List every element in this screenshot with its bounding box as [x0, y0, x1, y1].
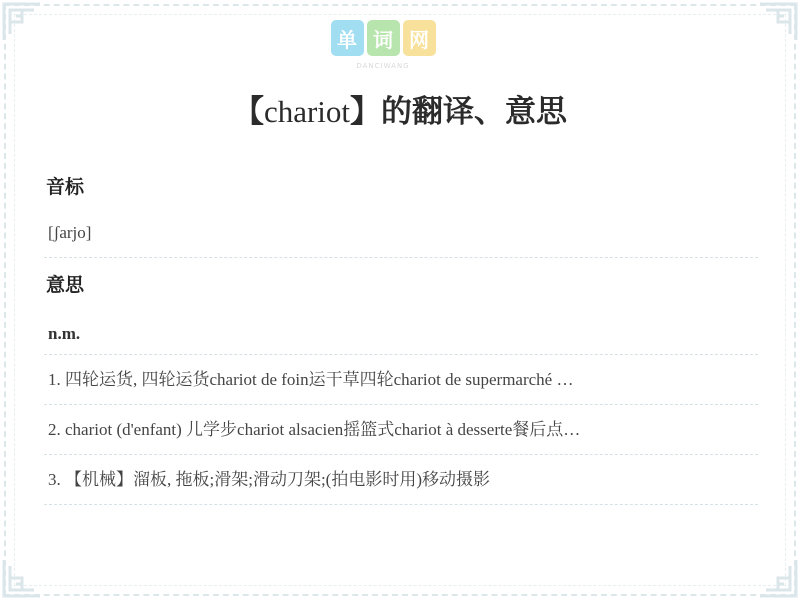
meaning-item: 3. 【机械】溜板, 拖板;滑架;滑动刀架;(拍电影时用)移动摄影 — [44, 455, 758, 505]
title-open-bracket: 【 — [232, 94, 264, 129]
corner-ornament-icon — [0, 0, 44, 44]
entry-content — [44, 168, 758, 505]
phonetic-value: [ʃarjo] — [44, 208, 758, 258]
phonetic-heading: 音标 — [46, 177, 85, 198]
title-suffix: 的翻译、意思 — [381, 94, 568, 129]
meaning-item: 2. chariot (d'enfant) 儿学步chariot alsacien摇篮式chariot à desserte餐后点… — [44, 405, 758, 455]
part-of-speech: n.m. — [44, 306, 758, 355]
logo-tile: 网 — [403, 20, 436, 56]
title-close-bracket: 】 — [350, 94, 382, 129]
corner-ornament-icon — [0, 556, 44, 600]
corner-ornament-icon — [756, 556, 800, 600]
logo-subtitle: DANCIWANG — [356, 62, 410, 70]
site-logo[interactable] — [328, 20, 438, 78]
meaning-item: 1. 四轮运货, 四轮运货chariot de foin运干草四轮chariot de supermarché … — [44, 355, 758, 405]
meaning-heading: 意思 — [46, 275, 85, 296]
title-word: chariot — [263, 94, 351, 129]
logo-tile: 词 — [367, 20, 400, 56]
logo-tile: 单 — [331, 20, 364, 56]
page-title — [0, 86, 800, 131]
corner-ornament-icon — [756, 0, 800, 44]
